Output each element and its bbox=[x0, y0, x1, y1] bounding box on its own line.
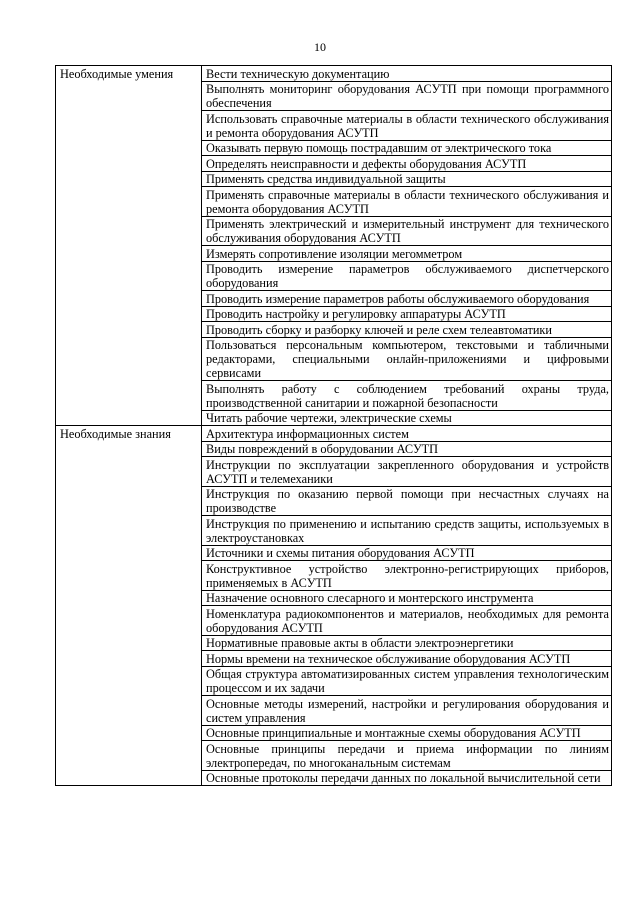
qualification-table bbox=[55, 65, 612, 786]
item-cell: Выполнять работу с соблюдением требований охраны труда, производственной санитарии и пожарной безопасности bbox=[202, 381, 612, 411]
item-cell: Основные методы измерений, настройки и регулирования оборудования и систем управления bbox=[202, 696, 612, 726]
item-cell: Применять электрический и измерительный инструмент для технического обслуживания оборудования АСУТП bbox=[202, 216, 612, 246]
item-cell: Измерять сопротивление изоляции мегомметром bbox=[202, 246, 612, 262]
item-cell: Пользоваться персональным компьютером, текстовыми и табличными редакторами, специальными онлайн-приложениями и цифровыми сервисами bbox=[202, 337, 612, 381]
item-cell: Источники и схемы питания оборудования АСУТП bbox=[202, 545, 612, 561]
table-row bbox=[56, 426, 612, 442]
item-cell: Основные принципиальные и монтажные схемы оборудования АСУТП bbox=[202, 725, 612, 741]
item-cell: Применять справочные материалы в области технического обслуживания и ремонта оборудования АСУТП bbox=[202, 187, 612, 217]
item-cell: Проводить настройку и регулировку аппаратуры АСУТП bbox=[202, 306, 612, 322]
item-cell: Номенклатура радиокомпонентов и материалов, необходимых для ремонта оборудования АСУТП bbox=[202, 606, 612, 636]
item-cell: Инструкции по эксплуатации закрепленного оборудования и устройств АСУТП и телемеханики bbox=[202, 457, 612, 487]
item-cell: Основные принципы передачи и приема информации по линиям электропередач, по многоканальным системам bbox=[202, 741, 612, 771]
item-cell: Основные протоколы передачи данных по локальной вычислительной сети bbox=[202, 770, 612, 786]
item-cell: Назначение основного слесарного и монтерского инструмента bbox=[202, 590, 612, 606]
table-body bbox=[56, 66, 612, 786]
item-cell: Проводить измерение параметров обслуживаемого диспетчерского оборудования bbox=[202, 261, 612, 291]
item-cell: Выполнять мониторинг оборудования АСУТП при помощи программного обеспечения bbox=[202, 81, 612, 111]
item-cell: Нормативные правовые акты в области электроэнергетики bbox=[202, 635, 612, 651]
item-cell: Применять средства индивидуальной защиты bbox=[202, 171, 612, 187]
section-label: Необходимые знания bbox=[56, 426, 202, 786]
section-label: Необходимые умения bbox=[56, 66, 202, 426]
table-row bbox=[56, 66, 612, 82]
item-cell: Нормы времени на техническое обслуживание оборудования АСУТП bbox=[202, 651, 612, 667]
item-cell: Использовать справочные материалы в области технического обслуживания и ремонта оборудования АСУТП bbox=[202, 111, 612, 141]
item-cell: Проводить сборку и разборку ключей и реле схем телеавтоматики bbox=[202, 322, 612, 338]
item-cell: Общая структура автоматизированных систем управления технологическим процессом и их задачи bbox=[202, 666, 612, 696]
item-cell: Архитектура информационных систем bbox=[202, 426, 612, 442]
item-cell: Проводить измерение параметров работы обслуживаемого оборудования bbox=[202, 291, 612, 307]
item-cell: Определять неисправности и дефекты оборудования АСУТП bbox=[202, 156, 612, 172]
item-cell: Конструктивное устройство электронно-регистрирующих приборов, применяемых в АСУТП bbox=[202, 561, 612, 591]
item-cell: Читать рабочие чертежи, электрические схемы bbox=[202, 410, 612, 426]
item-cell: Виды повреждений в оборудовании АСУТП bbox=[202, 441, 612, 457]
item-cell: Вести техническую документацию bbox=[202, 66, 612, 82]
item-cell: Инструкция по оказанию первой помощи при несчастных случаях на производстве bbox=[202, 486, 612, 516]
item-cell: Оказывать первую помощь пострадавшим от электрического тока bbox=[202, 140, 612, 156]
item-cell: Инструкция по применению и испытанию средств защиты, используемых в электроустановках bbox=[202, 516, 612, 546]
page-number: 10 bbox=[314, 40, 326, 54]
